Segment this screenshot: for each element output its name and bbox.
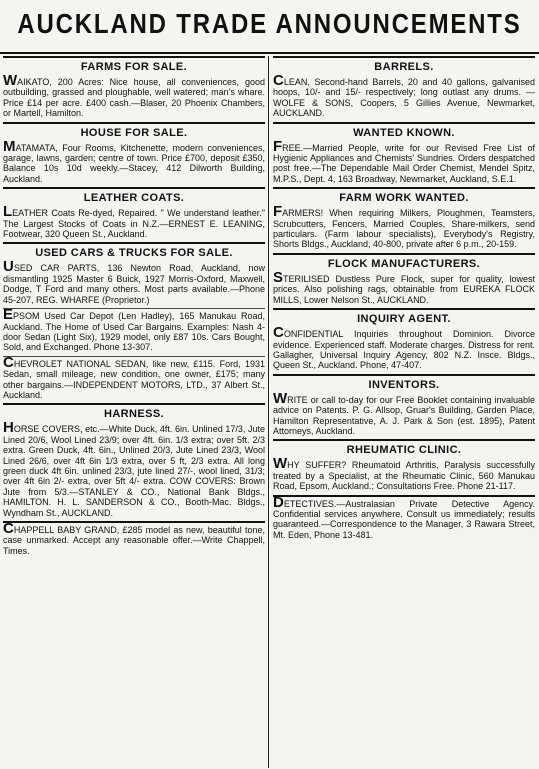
ad-text: ETECTIVES.—Australasian Private Detective Agency. Confidential services anywhere. Consult us immediately; results guaranteed.—Correspondence to the Manager, 3 Rawara Street, Mt. Eden, Phone 13-481. xyxy=(273,498,535,540)
classified-ad xyxy=(3,419,265,521)
classified-ad xyxy=(273,455,535,494)
section-heading: INVENTORS. xyxy=(368,378,440,391)
ad-text: ORSE COVERS, etc.—White Duck, 4ft. 6in. Unlined 17/3, Jute Lined 20/6, Wool Lined 23/9; over 4ft. 6in. 1/3 extra; over 5ft. 2/3 extra. Green Duck, 4ft. 6in., Unlined 20/3, Jute Lined 23/3, Wool Lined 26/6, over 4ft 6in 1/3 extra, over 5 ft, 2/3 extra. All long green duck 4ft 6in. unlined 23/3, jute lined 27/-, wool lined, 31/3; over 4ft 6in 2/- extra, over 5ft 4/- extra. COW COVERS: Brown Jute from 5/3.—STANLEY & CO., National Bank Bldgs., HAMILTON. H. L. SANDERSON & CO., Booth-Mac. Bldgs., Wyndham St., AUCKLAND. xyxy=(3,424,265,518)
classified-section xyxy=(3,122,265,188)
classified-section xyxy=(3,56,265,122)
section-heading: WANTED KNOWN. xyxy=(353,126,455,139)
classified-ad xyxy=(3,520,265,559)
ad-text: AIKATO, 200 Acres: Nice house, all conveniences, good outbuilding, grassed and ploughable, well watered; man's whare. Price £14 per acre. £400 cash.—Blaser, 20 Phoenix Chambers, or Martell, Hamilton. xyxy=(3,77,265,119)
section-heading: HARNESS. xyxy=(103,408,165,421)
classified-section xyxy=(3,242,265,403)
drop-initial: E xyxy=(3,306,14,324)
classified-ad xyxy=(273,324,535,374)
classified-ad xyxy=(273,137,535,188)
ad-text: ATAMATA, Four Rooms, Kitchenette, modern conveniences, garage, lawns, garden; centre of town. Price £700, deposit £350, Balance 10s 10d weekly.—Stacey, 412 Dilworth Building, Auckland. xyxy=(3,142,265,184)
classified-ad xyxy=(273,389,535,440)
drop-initial: W xyxy=(273,389,288,407)
classified-ad xyxy=(3,353,265,404)
classified-section xyxy=(3,403,265,521)
ad-text: HY SUFFER? Rheumatoid Arthritis, Paralysis successfully treated by a Specialist, at the Rheumatic Clinic, 560 Manukau Road, Epsom, Auckland.; Consultations Free. Phone 21-117. xyxy=(273,460,535,492)
drop-initial: F xyxy=(273,203,283,221)
classified-ad xyxy=(3,137,265,188)
classified-section xyxy=(273,308,535,374)
classified-ad xyxy=(273,72,535,122)
drop-initial: C xyxy=(273,324,284,342)
drop-initial: D xyxy=(273,493,284,511)
section-heading: USED CARS & TRUCKS FOR SALE. xyxy=(35,247,233,260)
section-heading: FLOCK MANUFACTURERS. xyxy=(327,257,481,270)
section-heading: RHEUMATIC CLINIC. xyxy=(346,444,462,457)
left-column xyxy=(3,56,265,768)
ad-text: RITE or call to-day for our Free Booklet containing invaluable advice on Patents. P. G. Allsop, Gruar's Building, Garden Place, Hamilton Representative, A. J. Park & Son (est. 1895), Patent Attorneys, Auckland. xyxy=(273,394,535,436)
ad-text: HEVROLET NATIONAL SEDAN, like new, £115. Ford, 1931 Sedan, small mileage, new condition, one owner, £175; many other bargains.—INDEPENDENT MOTORS, LTD., 37 Albert St., Auckland. xyxy=(3,358,265,400)
section-heading: FARM WORK WANTED. xyxy=(339,192,469,205)
drop-initial: W xyxy=(273,455,288,473)
ad-text: EATHER Coats Re-dyed, Repaired. " We understand leather." The Largest Stocks of Coats in N.Z.—ERNEST E. LEANING, Footwear, 320 Queen St., Auckland. xyxy=(3,208,265,240)
classified-ad xyxy=(3,203,265,242)
drop-initial: C xyxy=(3,520,14,537)
classified-ad xyxy=(273,203,535,253)
page-title: AUCKLAND TRADE ANNOUNCEMENTS xyxy=(17,8,522,40)
drop-initial: L xyxy=(3,203,13,221)
classified-section xyxy=(273,56,535,122)
masthead xyxy=(0,0,539,54)
section-heading: HOUSE FOR SALE. xyxy=(80,126,188,139)
ad-text: SED CAR PARTS, 136 Newton Road, Auckland, now dismantling 1925 Master 6 Buick, 1927 Morris-Oxford, Maxwell, Dodge, T Ford and many others. Most parts available.—Phone 45-207, REG. WHARFE (Proprietor.) xyxy=(3,263,265,305)
ad-text: TERILISED Dustless Pure Flock, super for quality, lowest prices. Also polishing rags, obtainable from EUREKA FLOCK MILLS, Lower Nelson St., AUCKLAND. xyxy=(273,273,535,305)
classified-section xyxy=(273,187,535,253)
drop-initial: W xyxy=(3,72,18,89)
classified-section xyxy=(273,253,535,308)
classified-ad xyxy=(3,308,265,356)
drop-initial: C xyxy=(273,72,284,89)
classified-ad xyxy=(3,72,265,122)
drop-initial: C xyxy=(3,353,14,371)
classified-ad xyxy=(273,268,535,308)
drop-initial: U xyxy=(3,258,14,276)
classified-section xyxy=(273,495,535,544)
drop-initial: H xyxy=(3,419,14,437)
ad-text: PSOM Used Car Depot (Len Hadley), 165 Manukau Road, Auckland. The Home of Used Car Bargains. Examples: Nash 4-door Sedan (Light Six), 1929 model, only £87 10s. Cars Bought, Sold, and Exchanged. Phone 13-307. xyxy=(3,311,265,353)
classified-section xyxy=(3,187,265,242)
section-heading: INQUIRY AGENT. xyxy=(357,313,451,326)
drop-initial: F xyxy=(273,137,283,155)
section-heading: LEATHER COATS. xyxy=(83,192,185,205)
ad-text: ONFIDENTIAL Inquiries throughout Dominion. Divorce evidence. Experienced staff. Moderate charges. Distress for rent. Gallagher, Universal Inquiry Agency, 802 N.Z. Insce. Bldgs., Queen St., Auckland. Phone, 47-407. xyxy=(273,329,535,371)
classified-section xyxy=(3,521,265,559)
classified-section xyxy=(273,122,535,188)
ad-text: ARMERS! When requiring Milkers, Ploughmen, Teamsters, Scrubcutters, Fencers, Married Couples, Share-milkers, send particulars. (Farm labour specialists), Everybody's Registry, Shorts Bldgs., Auckland, 40-800, private after 6 p.m., 20-159. xyxy=(273,208,535,250)
right-column xyxy=(273,56,535,768)
ad-text: REE.—Married People, write for our Revised Free List of Hygienic Appliances and Chemists' Sundries. Orders despatched post free.—The Dependable Mail Order Chemist, Mendel Spitz, M.P.S., Dept. 4, 163 Broadway, Newmarket, Auckland, S.E.1. xyxy=(273,142,535,184)
classified-ad xyxy=(273,493,535,544)
drop-initial: M xyxy=(3,137,16,155)
classified-section xyxy=(273,374,535,440)
section-heading: BARRELS. xyxy=(374,61,434,73)
column-divider xyxy=(268,56,269,768)
ad-text: LEAN, Second-hand Barrels, 20 and 40 gallons, galvanised hoops, 10/- and 15/- respectively; long outlast any drums. —WOLFE & SONS, Coopers, 5 Gillies Avenue, Newmarket, AUCKLAND. xyxy=(273,77,535,119)
drop-initial: S xyxy=(273,268,284,286)
classified-ad xyxy=(3,258,265,308)
classified-section xyxy=(273,439,535,494)
ad-text: HAPPELL BABY GRAND, £285 model as new, beautiful tone, case unmarked. Accept any reasonable offer.—Write Chappell, Times. xyxy=(3,525,265,556)
section-heading: FARMS FOR SALE. xyxy=(80,61,188,73)
